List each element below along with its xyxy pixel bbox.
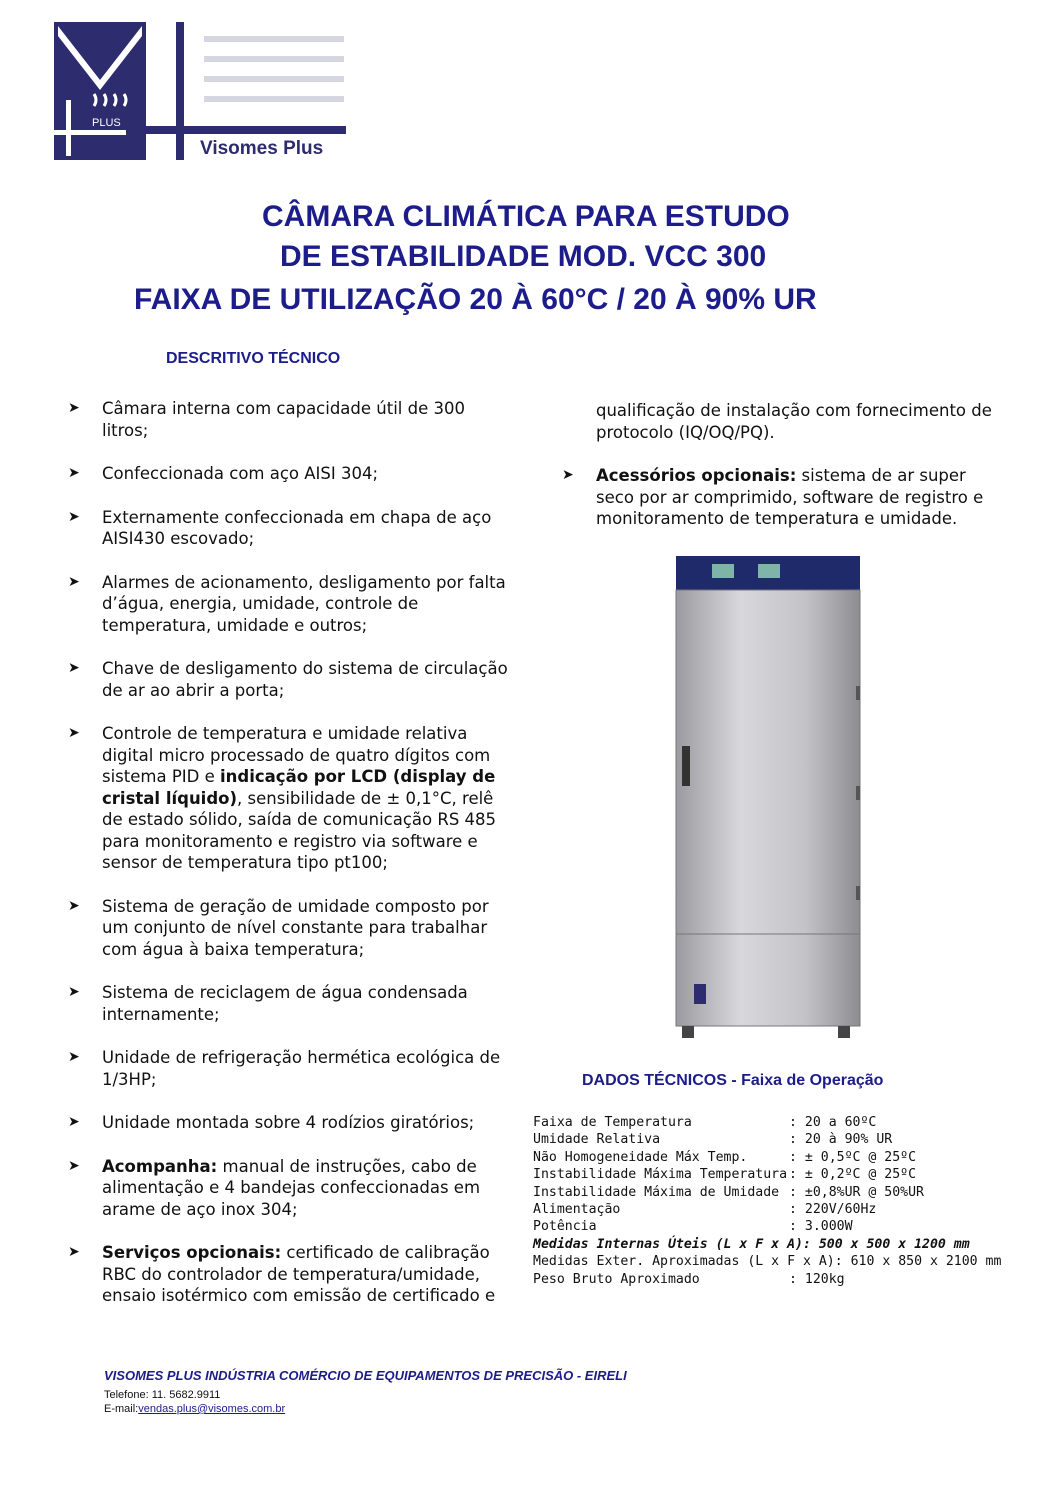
- list-item: ➤ Chave de desligamento do sistema de circulação de ar ao abrir a porta;: [68, 659, 508, 700]
- technical-data-heading: DADOS TÉCNICOS - Faixa de Operação: [582, 1072, 884, 1089]
- spec-row: Alimentação : 220V/60Hz: [533, 1202, 877, 1218]
- left-column: [68, 398, 508, 1307]
- list-item: ➤ Sistema de reciclagem de água condensada internamente;: [68, 983, 468, 1024]
- arrow-bullet-icon: ➤: [68, 573, 80, 590]
- footer-email: E-mail:vendas.plus@visomes.com.br: [104, 1403, 286, 1415]
- list-item: ➤ Acompanha: manual de instruções, cabo de alimentação e 4 bandejas confeccionadas em arame de aço inox 304;: [68, 1156, 481, 1219]
- arrow-bullet-icon: ➤: [68, 897, 80, 914]
- title-line-3: FAIXA DE UTILIZAÇÃO 20 À 60°C / 20 À 90% UR: [134, 283, 817, 316]
- footer-company: VISOMES PLUS INDÚSTRIA COMÉRCIO DE EQUIPAMENTOS DE PRECISÃO - EIRELI: [104, 1368, 627, 1383]
- list-item: ➤ Acessórios opcionais: sistema de ar super seco por ar comprimido, software de registro e monitoramento de temperatura e umidade.: [562, 466, 984, 528]
- spec-row: Peso Bruto Aproximado : 120kg: [533, 1271, 845, 1287]
- list-item: ➤ Confeccionada com aço AISI 304;: [68, 464, 379, 483]
- list-item: ➤ Câmara interna com capacidade útil de 300 litros;: [68, 399, 465, 440]
- section-heading: DESCRITIVO TÉCNICO: [166, 350, 341, 367]
- list-item: ➤ Serviços opcionais: certificado de calibração RBC do controlador de temperatura/umidade, ensaio isotérmico com emissão de certificado e: [68, 1243, 496, 1305]
- arrow-bullet-icon: ➤: [68, 984, 80, 1000]
- svg-text:PLUS: PLUS: [92, 117, 121, 129]
- spec-row: Faixa de Temperatura : 20 a 60ºC: [533, 1115, 877, 1130]
- right-column: [562, 400, 1002, 530]
- arrow-bullet-icon: ➤: [68, 400, 80, 416]
- list-item: ➤ Externamente confeccionada em chapa de aço AISI430 escovado;: [68, 507, 492, 548]
- company-name: Visomes Plus: [200, 138, 324, 159]
- spec-row: Não Homogeneidade Máx Temp. : ± 0,5ºC @ 25ºC: [533, 1149, 917, 1165]
- footer-phone: Telefone: 11. 5682.9911: [104, 1389, 221, 1401]
- list-item: ➤ Controle de temperatura e umidade relativa digital micro processado de quatro dígitos com sistema PID e indicação por LCD (display de cristal líquido), sensibilidade de ± 0,1°C, relê de estado sólido, saída de comunicação RS 485 para monitoramento e registro via software e sensor de temperatura tipo pt100;: [68, 724, 497, 872]
- list-item: ➤ Unidade montada sobre 4 rodízios giratórios;: [68, 1113, 475, 1132]
- list-item-continuation: qualificação de instalação com fornecimento de protocolo (IQ/OQ/PQ).: [596, 401, 992, 442]
- spec-row: Potência : 3.000W: [533, 1219, 853, 1235]
- spec-external-dimensions: Medidas Exter. Aproximadas (L x F x A): 610 x 850 x 2100 mm: [533, 1254, 1002, 1270]
- spec-row: Umidade Relativa : 20 à 90% UR: [533, 1132, 893, 1148]
- spec-row: Instabilidade Máxima Temperatura : ± 0,2ºC @ 25ºC: [533, 1167, 917, 1183]
- arrow-bullet-icon: ➤: [68, 725, 80, 741]
- arrow-bullet-icon: ➤: [68, 508, 80, 525]
- arrow-bullet-icon: ➤: [68, 465, 80, 481]
- spec-row: Instabilidade Máxima de Umidade : ±0,8%UR @ 50%UR: [533, 1184, 924, 1200]
- spec-table: [533, 1114, 1001, 1288]
- footer: [104, 1368, 627, 1415]
- arrow-bullet-icon: ➤: [68, 660, 80, 676]
- climate-chamber-image: [672, 556, 864, 1040]
- arrow-bullet-icon: ➤: [68, 1157, 80, 1174]
- title-line-2: DE ESTABILIDADE MOD. VCC 300: [280, 240, 767, 273]
- title-line-1: CÂMARA CLIMÁTICA PARA ESTUDO: [262, 200, 790, 233]
- email-link[interactable]: vendas.plus@visomes.com.br: [138, 1403, 286, 1415]
- spec-internal-dimensions: Medidas Internas Úteis (L x F x A): 500 x 500 x 1200 mm: [533, 1236, 970, 1252]
- list-item: ➤ Unidade de refrigeração hermética ecológica de 1/3HP;: [68, 1048, 501, 1089]
- arrow-bullet-icon: ➤: [68, 1049, 80, 1065]
- arrow-bullet-icon: ➤: [562, 467, 574, 483]
- arrow-bullet-icon: ➤: [68, 1114, 80, 1130]
- arrow-bullet-icon: ➤: [68, 1244, 80, 1260]
- list-item: ➤ Sistema de geração de umidade composto por um conjunto de nível constante para trabalhar com água à baixa temperatura;: [68, 896, 489, 959]
- list-item: ➤ Alarmes de acionamento, desligamento por falta d’água, energia, umidade, controle de temperatura, umidade e outros;: [68, 572, 506, 635]
